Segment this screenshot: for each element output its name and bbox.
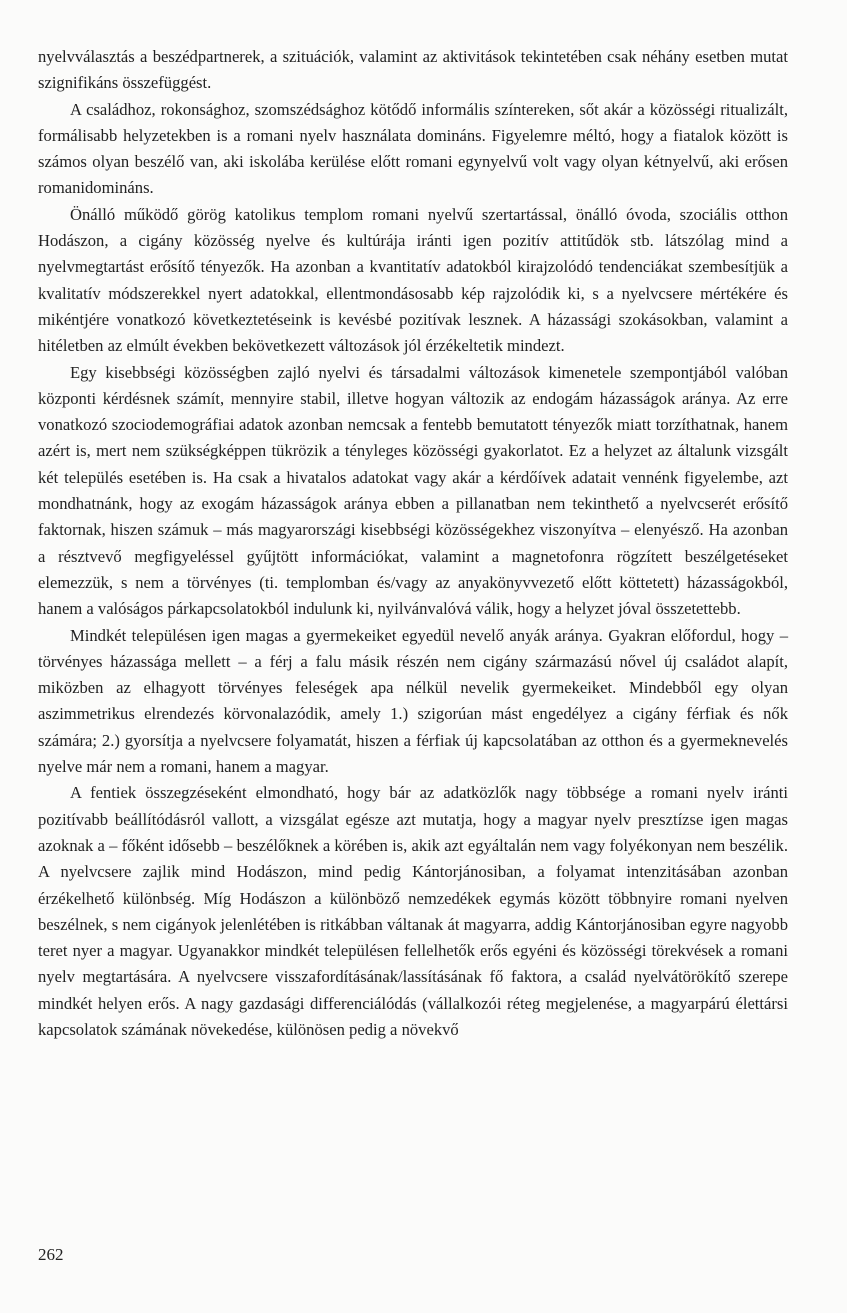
page-number: 262 — [38, 1245, 64, 1264]
paragraph: Mindkét településen igen magas a gyermekeiket egyedül nevelő anyák aránya. Gyakran előfordul, hogy – törvényes házassága mellett – a férj a falu másik részén nem cigány származású nővel új családot alapít, miközben az elhagyott törvényes feleségek apa nélkül nevelik gyermekeiket. Mindebből egy olyan aszimmetrikus elrendezés körvonalazódik, amely 1.) szigorúan mást engedélyez a cigány férfiak és nők számára; 2.) gyorsítja a nyelvcsere folyamatát, hiszen a férfiak új kapcsolatában az otthon és a gyermeknevelés nyelve már nem a romani, hanem a magyar. — [38, 625, 788, 777]
body-text — [38, 44, 788, 1043]
paragraph: A fentiek összegzéseként elmondható, hogy bár az adatközlők nagy többsége a romani nyelv iránti pozitívabb beállítódásról vallott, a vizsgálat egésze azt mutatja, hogy a magyar nyelv presztízse igen magas azoknak a – főként idősebb – beszélőknek a körében is, akik azt egyáltalán nem vagy folyékonyan nem beszélik. A nyelvcsere zajlik mind Hodászon, mind pedig Kántorjánosiban, a folyamat intenzitásában azonban érzékelhető különbség. Míg Hodászon a különböző nemzedékek egymás között többnyire romani nyelven beszélnek, s nem cigányok jelenlétében is ritkábban váltanak át magyarra, addig Kántorjánosiban egyre nagyobb teret nyer a magyar. Ugyanakkor mindkét településen fellelhetők erős egyéni és közösségi törekvések a romani nyelv megtartására. A nyelvcsere visszafordításának/lassításának fő faktora, a család nyelvátörökítő szerepe mindkét helyen erős. A nagy gazdasági differenciálódás (vállalkozói réteg megjelenése, a magyarpárú élettársi kapcsolatok számának növekedése, különösen pedig a növekvő — [38, 783, 788, 1039]
paragraph: A családhoz, rokonsághoz, szomszédsághoz kötődő informális színtereken, sőt akár a közösségi ritualizált, formálisabb helyzetekben is a romani nyelv használata domináns. Figyelemre méltó, hogy a fiatalok között is számos olyan beszélő van, aki iskolába kerülése előtt romani egynyelvű volt vagy olyan kétnyelvű, aki erősen romanidomináns. — [38, 99, 788, 198]
paragraph: Önálló működő görög katolikus templom romani nyelvű szertartással, önálló óvoda, szociális otthon Hodászon, a cigány közösség nyelve és kultúrája iránti igen pozitív attitűdök stb. látszólag mind a nyelvmegtartást erősítő tényezők. Ha azonban a kvantitatív adatokból kirajzolódó tendenciákat szembesítjük a kvalitatív módszerekkel nyert adatokkal, ellentmondásosabb kép rajzolódik ki, s a nyelvcsere mértékére és mikéntjére vonatkozó következtetéseink is kevésbé pozitívak lesznek. A házassági szokásokban, valamint a hitéletben az elmúlt években bekövetkezett változások jól érzékeltetik mindezt. — [38, 204, 788, 356]
paragraph: Egy kisebbségi közösségben zajló nyelvi és társadalmi változások kimenetele szempontjából valóban központi kérdésnek számít, mennyire stabil, illetve hogyan változik az endogám házasságok aránya. Az erre vonatkozó szociodemográfiai adatok azonban nemcsak a fentebb bemutatott tényezők miatt torzíthatnak, hanem azért is, mert nem szükségképpen tükrözik a tényleges közösségi gyakorlatot. Ez a helyzet az általunk vizsgált két település esetében is. Ha csak a hivatalos adatokat vagy akár a kérdőívek adatait vennénk figyelembe, azt mondhatnánk, hogy az exogám házasságok aránya ebben a pillanatban nem tekinthető a nyelvcserét erősítő faktornak, hiszen számuk – más magyarországi kisebbségi közösségekhez viszonyítva – elenyésző. Ha azonban a résztvevő megfigyeléssel gyűjtött információkat, valamint a magnetofonra rögzített beszélgetéseket elemezzük, s nem a törvényes (ti. templomban és/vagy az anyakönyvvezető előtt köttetett) házasságokból, hanem a valóságos párkapcsolatokból indulunk ki, nyilvánvalóvá válik, hogy a helyzet jóval összetettebb. — [38, 362, 788, 619]
paragraph-continuation: nyelvválasztás a beszédpartnerek, a szituációk, valamint az aktivitások tekintetében csak néhány esetben mutat szignifikáns összefüggést. — [38, 47, 788, 93]
